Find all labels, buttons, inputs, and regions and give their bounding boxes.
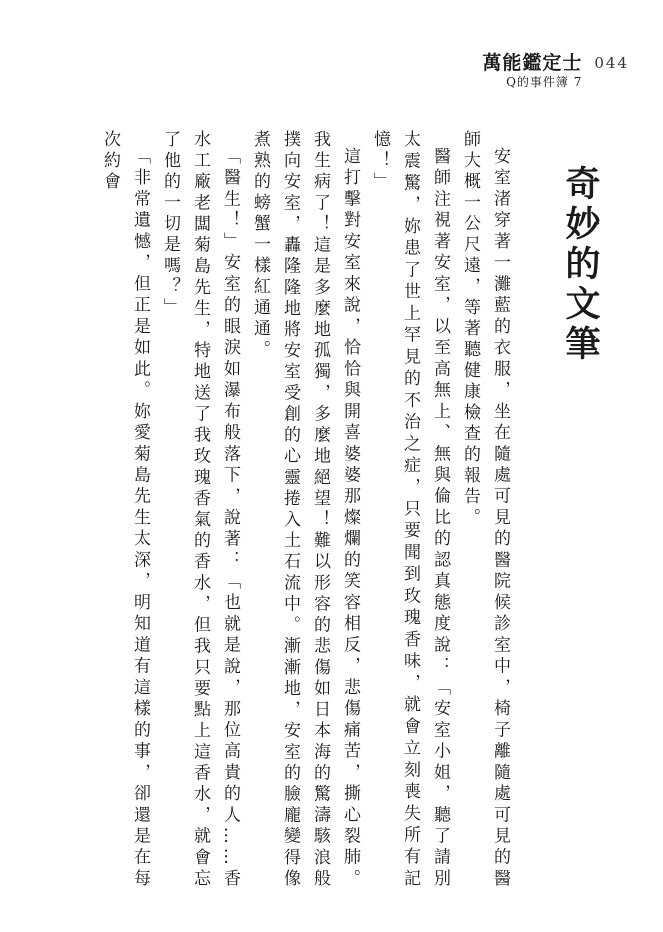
paragraph: 「非常遺憾，但正是如此。妳愛菊島先生太深，明知道有這樣的事，卻還是在每次約會 bbox=[100, 130, 150, 890]
paragraph: 安室渚穿著一灘藍的衣服，坐在隨處可見的醫院候診室中，椅子離隨處可見的醫師大概一公尺遠，等著聽健康檢查的報告。 bbox=[460, 130, 510, 890]
paragraph: 醫師注視著安室，以至高無上、無與倫比的認真態度說：「安室小姐，聽了請別太震驚，妳患了世上罕見的不治之症，只要聞到玫瑰香味，就會立刻喪失所有記憶！」 bbox=[370, 130, 450, 890]
series-title: 萬能鑑定士 bbox=[482, 52, 583, 74]
running-header bbox=[482, 52, 629, 90]
paragraph: 「醫生！」安室的眼淚如瀑布般落下，說著：「也就是說，那位高貴的人……香水工廠老闆菊島先生，特地送了我玫瑰香氣的香水，但我只要點上這香水，就會忘了他的一切是嗎？」 bbox=[160, 130, 240, 890]
series-subtitle: Q的事件簿 7 bbox=[506, 75, 583, 89]
page-number: 044 bbox=[594, 54, 629, 72]
series-title-block bbox=[482, 52, 582, 90]
body-text bbox=[45, 130, 515, 890]
paragraph: 這打擊對安室來說，恰恰與開喜婆婆那燦爛的笑容相反，悲傷痛苦，撕心裂肺。我生病了！這是多麼地孤獨，多麼地絕望！難以形容的悲傷如日本海的驚濤駭浪般撲向安室，轟隆隆地將安室受創的心靈捲入土石流中。漸漸地，安室的臉龐變得像煮熟的螃蟹一樣紅通通。 bbox=[250, 130, 360, 890]
chapter-title: 奇妙的文筆 bbox=[560, 165, 601, 365]
